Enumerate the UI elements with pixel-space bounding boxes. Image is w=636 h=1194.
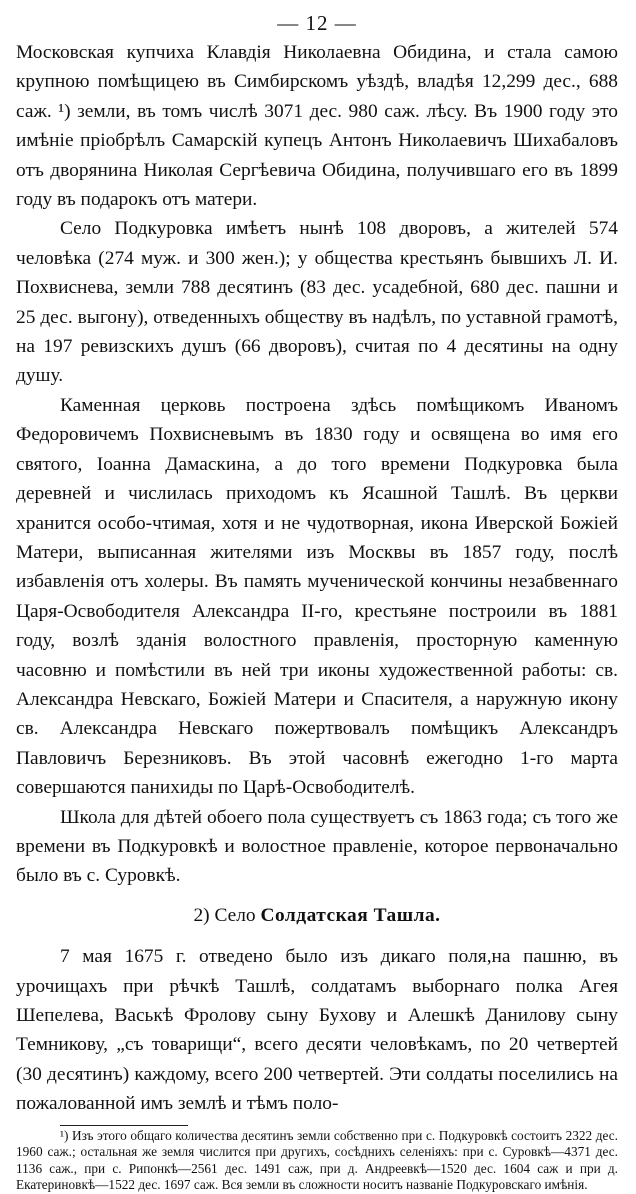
section-heading-name: Солдатская Ташла. <box>260 904 441 926</box>
footnote-divider <box>60 1125 188 1126</box>
paragraph-1: Московская купчиха Клавдія Николаевна Обидина, и стала самою крупною помѣщицею въ Симбирскомъ уѣздѣ, владѣя 12,299 дес., 688 саж. ¹) земли, въ томъ числѣ 3071 дес. 980 саж. лѣсу. Въ 1900 году это имѣніе пріобрѣлъ Самарскій купецъ Антонъ Николаевичъ Шихабаловъ отъ дворянина Николая Сергѣевича Обидина, получившаго его въ 1899 году въ подарокъ отъ матери. <box>16 42 618 211</box>
paragraph-2: Село Подкуровка имѣетъ нынѣ 108 дворовъ, а жителей 574 человѣка (274 муж. и 300 жен.); у общества крестьянъ бывшихъ Л. И. Похвиснева, земли 788 десятинъ (83 дес. усадебной, 680 дес. пашни и 25 дес. выгону), отведенныхъ обществу въ надѣлъ, по уставной грамотѣ, на 197 ревизскихъ душъ (66 дворовъ), считая по 4 десятины на одну душу. <box>16 218 618 387</box>
paragraph-3: Каменная церковь построена здѣсь помѣщикомъ Иваномъ Федоровичемъ Похвисневымъ въ 1830 году и освящена во имя его святого, Іоанна Дамаскина, а до того времени Подкуровка была деревней и числилась приходомъ къ Ясашной Ташлѣ. Въ церкви хранится особо-чтимая, хотя и не чудотворная, икона Иверской Божіей Матери, выписанная жителями изъ Москвы въ 1857 году, послѣ избавленія отъ холеры. Въ память мученической кончины незабвеннаго Царя-Освободителя Александра II-го, крестьяне построили въ 1881 году, возлѣ зданія волостного правленія, просторную каменную часовню и помѣстили въ ней три иконы художественной работы: св. Александра Невскаго, Божіей Матери и Спасителя, а наружную икону св. Александра Невскаго пожертвовалъ помѣщикъ Александръ Павловичъ Березниковъ. Въ этой часовнѣ ежегодно 1-го марта совершаются панихиды по Царѣ-Освободителѣ. <box>16 394 618 799</box>
paragraph-4: Школа для дѣтей обоего пола существуетъ съ 1863 года; съ того же времени въ Подкуровкѣ и волостное правленіе, которое первоначально было въ с. Суровкѣ. <box>16 806 618 887</box>
section-paragraph-1: 7 мая 1675 г. отведено было изъ дикаго поля,на пашню, въ урочищахъ при рѣчкѣ Ташлѣ, солдатамъ выборнаго полка Агея Шепелева, Васькѣ Фролову сыну Бухову и Алешкѣ Данилову сыну Темникову, „съ товарищи“, всего десяти человѣкамъ, по 20 четвертей (30 десятинъ) каждому, всего 200 четвертей. Эти солдаты поселились на пожалованной имъ землѣ и тѣмъ поло- <box>16 946 618 1115</box>
footnote: ¹) Изъ этого общаго количества десятинъ земли собственно при с. Подкуровкѣ состоитъ 2322 дес. 1960 саж.; остальная же земля числится при другихъ, сосѣднихъ селеніяхъ: при с. Суровкѣ—4371 дес. 1136 саж., при с. Рипонкѣ—2561 дес. 1491 саж, при д. Андреевкѣ—1520 дес. 1604 саж и при д. Екатериновкѣ—1522 дес. 1697 саж. Вся земли въ сложности носитъ названіе Подкуровскаго имѣнія. <box>16 1127 618 1193</box>
section-heading-prefix: 2) Село <box>193 904 261 926</box>
section-heading <box>16 901 618 930</box>
page-number: — 12 — <box>277 11 357 35</box>
